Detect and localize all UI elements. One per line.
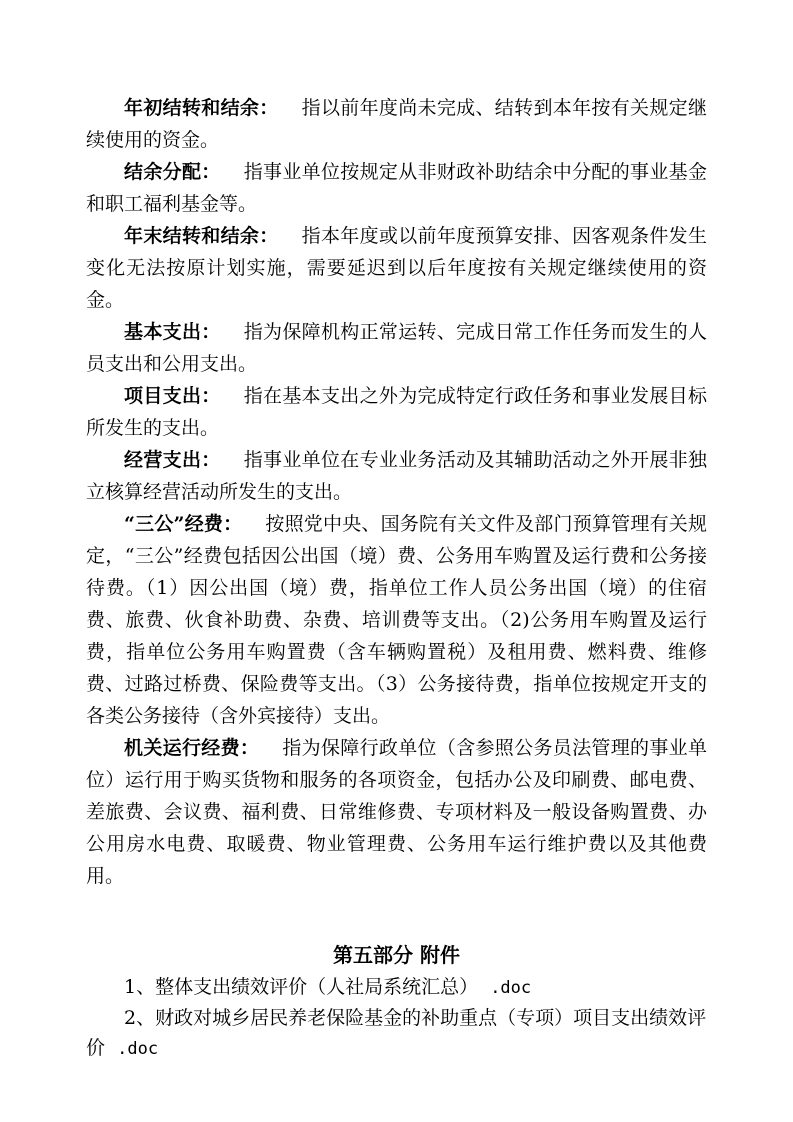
attachment-item[interactable]: [86, 1003, 707, 1064]
definition-term: 经营支出：: [124, 449, 221, 471]
definition-term: “三公”经费：: [124, 513, 243, 535]
definition-text: 指事业单位在专业业务活动及其辅助活动之外开展非独立核算经营活动所发生的支出。: [86, 449, 707, 503]
attachment-link-text[interactable]: 1、整体支出绩效评价（人社局系统汇总）: [124, 976, 479, 998]
definition-paragraph: [86, 156, 707, 220]
attachment-item[interactable]: [86, 972, 707, 1003]
definition-term: 年末结转和结余：: [124, 225, 279, 247]
attachment-extension[interactable]: .doc: [490, 978, 532, 998]
definition-term: 结余分配：: [124, 161, 221, 183]
definition-text: 指本年度或以前年度预算安排、因客观条件发生变化无法按原计划实施，需要延迟到以后年度按有关规定继续使用的资金。: [86, 225, 707, 311]
definition-term: 项目支出：: [124, 385, 221, 407]
definition-paragraph: [86, 444, 707, 508]
definition-text: 指为保障机构正常运转、完成日常工作任务而发生的人员支出和公用支出。: [86, 321, 707, 375]
definition-paragraph: [86, 508, 707, 732]
definition-term: 基本支出：: [124, 321, 221, 343]
definition-term: 机关运行经费：: [124, 737, 260, 759]
definition-paragraph: [86, 92, 707, 156]
definition-paragraph: [86, 220, 707, 316]
definition-text: 按照党中央、国务院有关文件及部门预算管理有关规定，“三公”经费包括因公出国（境）费、公务用车购置及运行费和公务接待费。（1）因公出国（境）费，指单位工作人员公务出国（境）的住宿费、旅费、伙食补助费、杂费、培训费等支出。（2)公务用车购置及运行费，指单位公务用车购置费（含车辆购置税）及租用费、燃料费、维修费、过路过桥费、保险费等支出。（3）公务接待费，指单位按规定开支的各类公务接待（含外宾接待）支出。: [86, 513, 707, 727]
attachment-extension[interactable]: .doc: [117, 1039, 159, 1059]
definition-term: 年初结转和结余：: [124, 97, 279, 119]
definition-paragraph: [86, 732, 707, 892]
definition-paragraph: [86, 380, 707, 444]
definition-text: 指事业单位按规定从非财政补助结余中分配的事业基金和职工福利基金等。: [86, 161, 707, 215]
definition-text: 指为保障行政单位（含参照公务员法管理的事业单位）运行用于购买货物和服务的各项资金，包括办公及印刷费、邮电费、差旅费、会议费、福利费、日常维修费、专项材料及一般设备购置费、办公用房水电费、取暖费、物业管理费、公务用车运行维护费以及其他费用。: [86, 737, 707, 887]
definition-text: 指在基本支出之外为完成特定行政任务和事业发展目标所发生的支出。: [86, 385, 707, 439]
definition-text: 指以前年度尚未完成、结转到本年按有关规定继续使用的资金。: [86, 97, 707, 151]
attachment-link-text[interactable]: 2、财政对城乡居民养老保险基金的补助重点（专项）项目支出绩效评价: [86, 1007, 707, 1059]
section-title: 第五部分 附件: [333, 943, 460, 967]
definition-paragraph: [86, 316, 707, 380]
